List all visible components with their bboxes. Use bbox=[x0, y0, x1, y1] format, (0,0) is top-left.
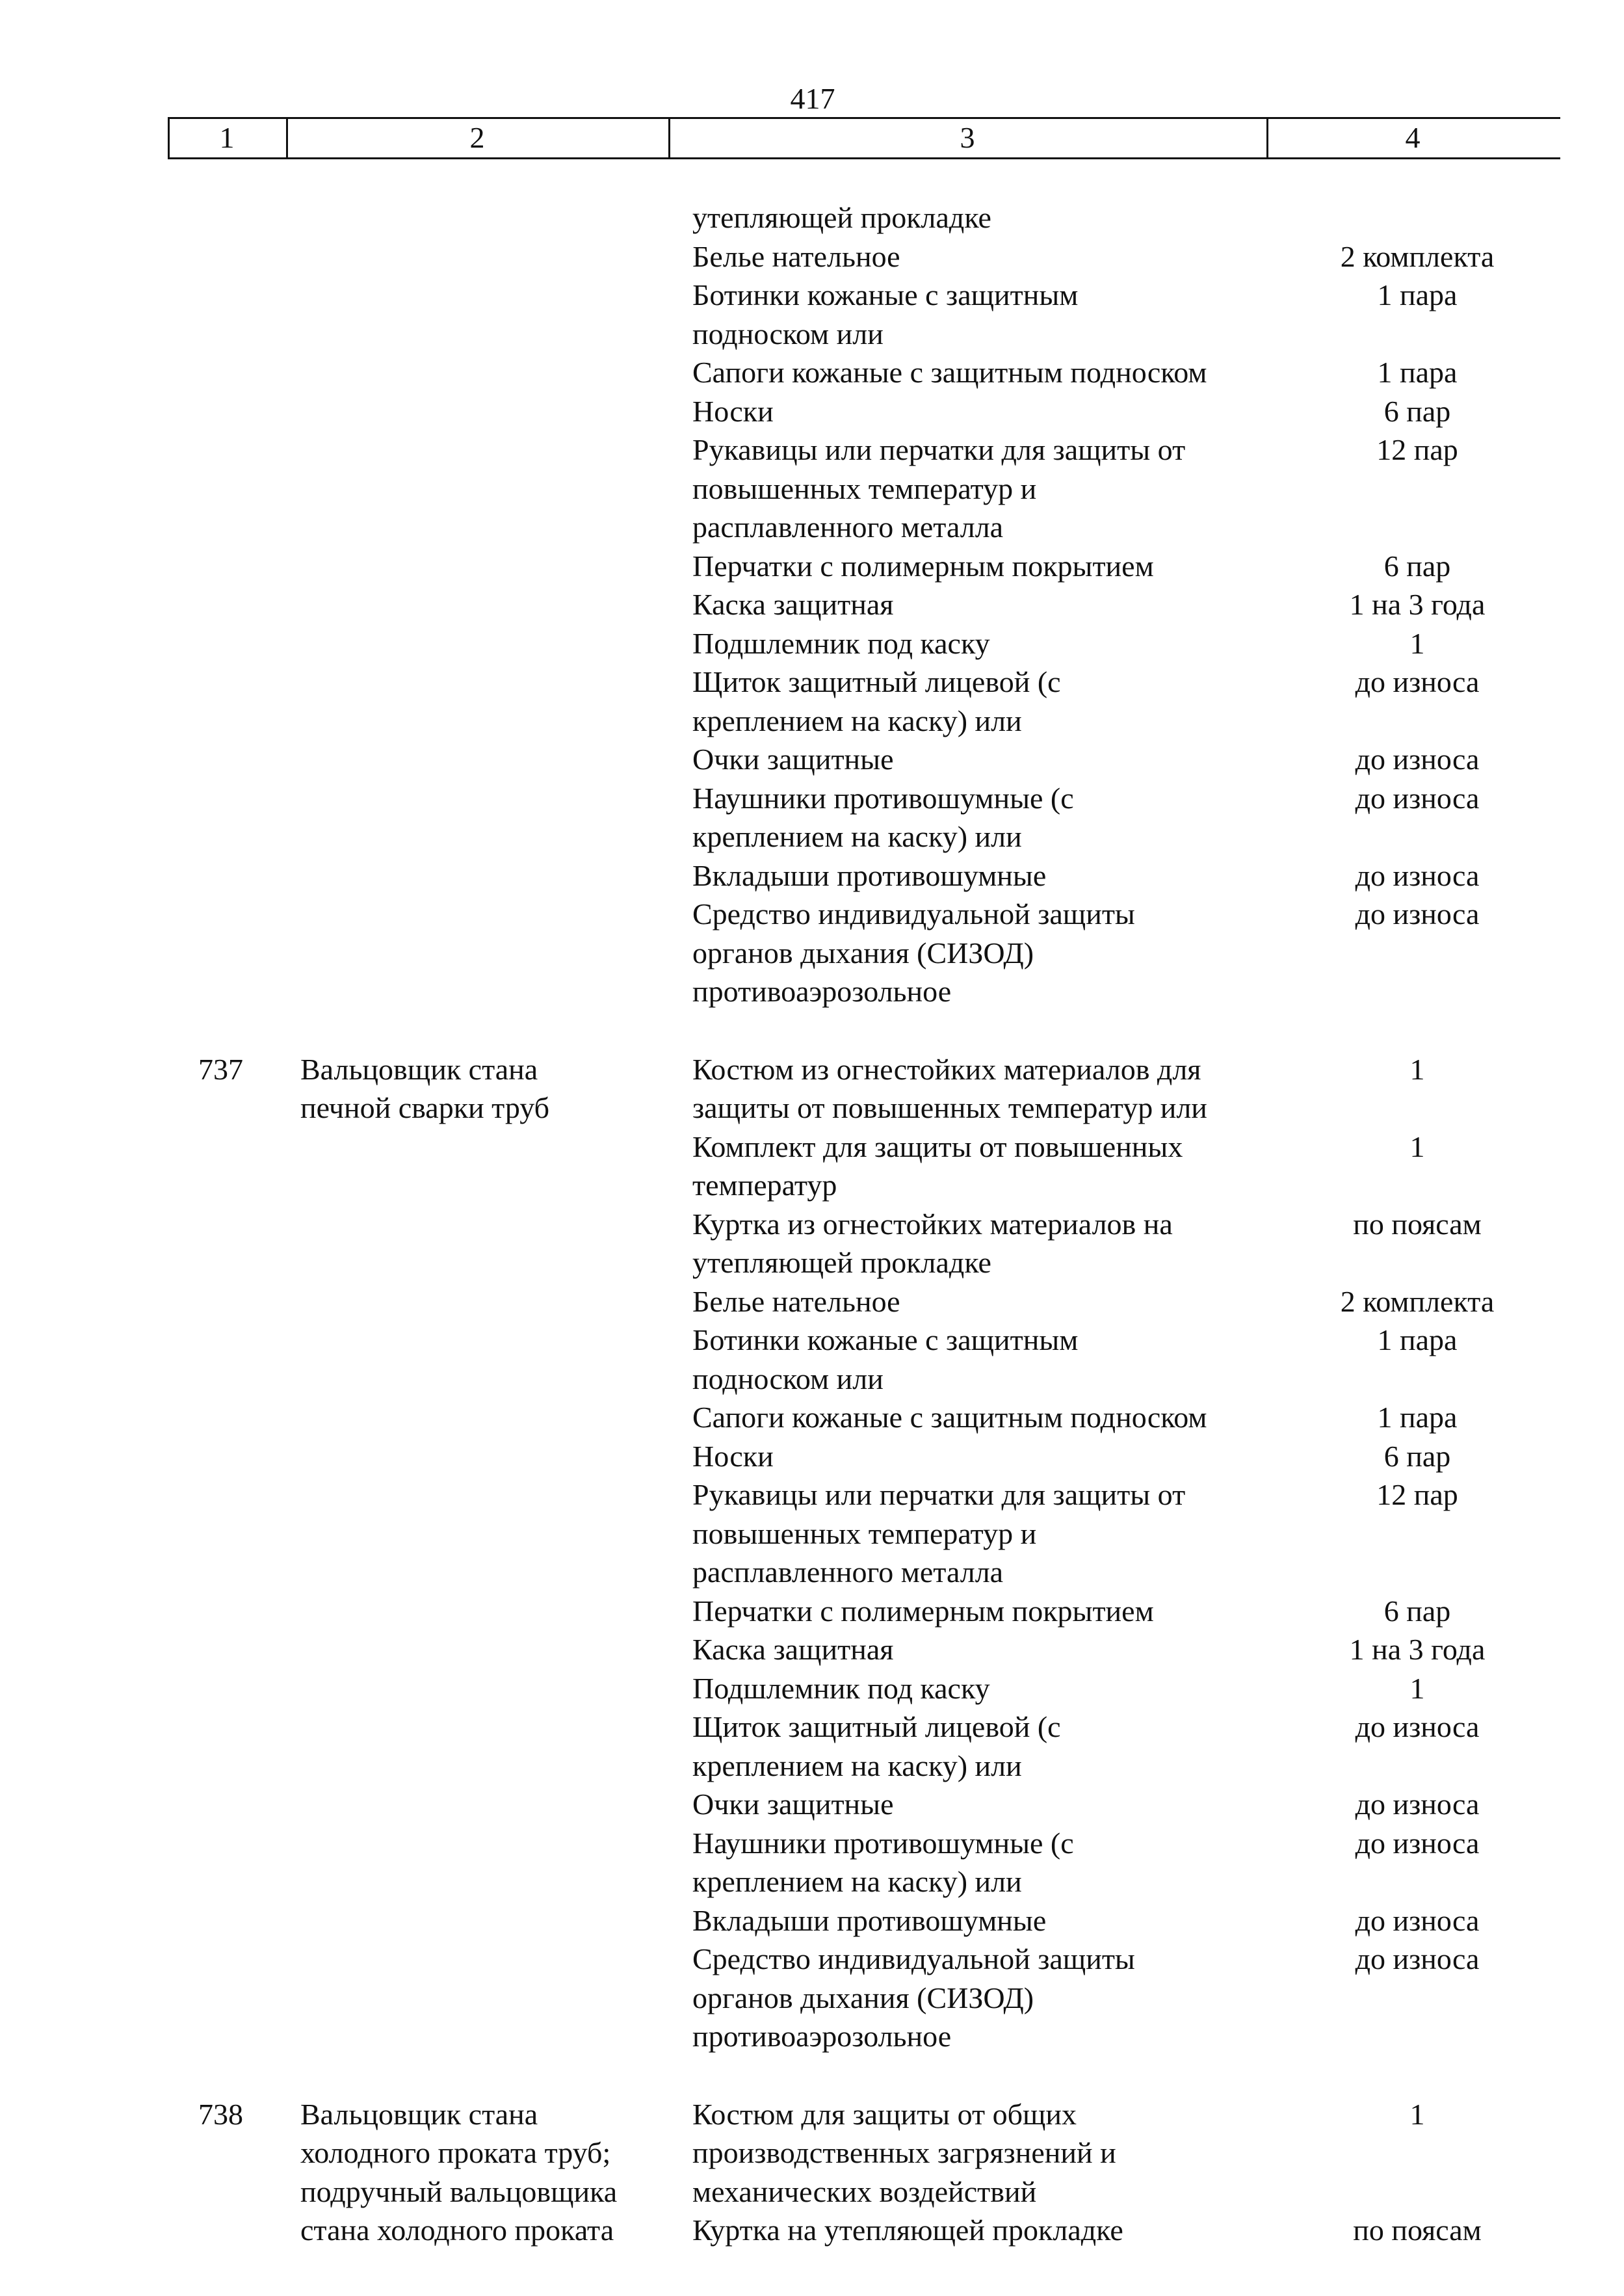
issue-norm: до износа bbox=[1355, 1826, 1480, 1860]
ppe-item: органов дыхания (СИЗОД) bbox=[692, 1981, 1034, 2014]
table-line bbox=[0, 1282, 1624, 1321]
table-line bbox=[0, 1553, 1624, 1592]
ppe-item: Наушники противошумные (с bbox=[692, 781, 1074, 815]
issue-norm: 1 пара bbox=[1377, 278, 1458, 311]
ppe-item: Перчатки с полимерным покрытием bbox=[692, 1594, 1154, 1628]
ppe-item: Средство индивидуальной защиты bbox=[692, 897, 1135, 930]
ppe-item: защиты от повышенных температур или bbox=[692, 1091, 1207, 1124]
row-number: 738 bbox=[198, 2097, 243, 2131]
header-bottom-rule bbox=[168, 157, 1560, 159]
issue-norm: по поясам bbox=[1353, 1207, 1482, 1241]
ppe-item: противоаэрозольное bbox=[692, 2020, 952, 2053]
issue-norm: до износа bbox=[1355, 1942, 1480, 1975]
table-line bbox=[0, 2211, 1624, 2250]
ppe-item: механических воздействий bbox=[692, 2174, 1037, 2208]
ppe-item: органов дыхания (СИЗОД) bbox=[692, 936, 1034, 970]
ppe-item: Белье нательное bbox=[692, 239, 900, 273]
ppe-item: Подшлемник под каску bbox=[692, 626, 990, 660]
table-line bbox=[0, 1708, 1624, 1747]
ppe-item: Куртка на утепляющей прокладке bbox=[692, 2213, 1123, 2247]
table-line bbox=[0, 1630, 1624, 1669]
ppe-item: Средство индивидуальной защиты bbox=[692, 1942, 1135, 1975]
issue-norm: до износа bbox=[1355, 897, 1480, 930]
table-line bbox=[0, 1205, 1624, 1244]
ppe-item: подноском или bbox=[692, 317, 884, 350]
ppe-item: Комплект для защиты от повышенных bbox=[692, 1129, 1183, 1163]
issue-norm: 1 пара bbox=[1377, 1401, 1458, 1434]
row-number: 737 bbox=[198, 1052, 243, 1086]
issue-norm: 6 пар bbox=[1383, 549, 1451, 583]
table-line bbox=[0, 972, 1624, 1011]
ppe-item: Перчатки с полимерным покрытием bbox=[692, 549, 1154, 583]
issue-norm: 12 пар bbox=[1376, 433, 1458, 466]
issue-norm: 12 пар bbox=[1376, 1478, 1458, 1511]
issue-norm: по поясам bbox=[1353, 2213, 1482, 2247]
table-line bbox=[0, 315, 1624, 354]
ppe-item: Сапоги кожаные с защитным подноском bbox=[692, 356, 1207, 389]
issue-norm: до износа bbox=[1355, 665, 1480, 698]
table-line bbox=[0, 1166, 1624, 1205]
table-group bbox=[0, 2095, 1624, 2250]
header-top-rule bbox=[168, 117, 1560, 119]
table-line bbox=[0, 817, 1624, 856]
ppe-item: Ботинки кожаные с защитным bbox=[692, 278, 1079, 311]
profession-name: холодного проката труб; bbox=[300, 2136, 611, 2169]
table-line bbox=[0, 1824, 1624, 1863]
table-line bbox=[0, 1321, 1624, 1360]
profession-name: Вальцовщик стана bbox=[300, 1052, 538, 1086]
table-line bbox=[0, 547, 1624, 586]
table-line bbox=[0, 702, 1624, 741]
table-line bbox=[0, 624, 1624, 663]
ppe-item: Наушники противошумные (с bbox=[692, 1826, 1074, 1860]
ppe-item: креплением на каску) или bbox=[692, 1865, 1022, 1898]
ppe-item: Ботинки кожаные с защитным bbox=[692, 1323, 1079, 1356]
ppe-item: производственных загрязнений и bbox=[692, 2136, 1116, 2169]
issue-norm: до износа bbox=[1355, 781, 1480, 815]
table-line bbox=[0, 1901, 1624, 1940]
table-line bbox=[0, 1862, 1624, 1901]
profession-name: стана холодного проката bbox=[300, 2213, 614, 2247]
profession-name: Вальцовщик стана bbox=[300, 2097, 538, 2131]
issue-norm: 2 комплекта bbox=[1340, 239, 1495, 273]
table-group bbox=[0, 1050, 1624, 2056]
ppe-item: повышенных температур и bbox=[692, 1516, 1037, 1550]
ppe-item: Каска защитная bbox=[692, 588, 894, 621]
table-line bbox=[0, 2133, 1624, 2172]
table-line bbox=[0, 895, 1624, 934]
table-line bbox=[0, 1669, 1624, 1708]
table-line bbox=[0, 430, 1624, 469]
table-line bbox=[0, 1592, 1624, 1631]
table-line bbox=[0, 1398, 1624, 1437]
ppe-item: подноском или bbox=[692, 1362, 884, 1395]
issue-norm: до износа bbox=[1355, 1788, 1480, 1821]
table-line bbox=[0, 508, 1624, 547]
issue-norm: 1 на 3 года bbox=[1349, 1633, 1486, 1666]
table-body bbox=[0, 198, 1624, 2250]
table-line bbox=[0, 1979, 1624, 2018]
profession-name: подручный вальцовщика bbox=[300, 2174, 618, 2208]
ppe-item: Костюм из огнестойких материалов для bbox=[692, 1052, 1201, 1086]
page-number: 417 bbox=[790, 82, 835, 115]
issue-norm: 6 пар bbox=[1383, 1594, 1451, 1628]
issue-norm: 1 bbox=[1409, 1671, 1425, 1705]
ppe-item: утепляющей прокладке bbox=[692, 201, 991, 234]
table-line bbox=[0, 1128, 1624, 1167]
column-header-2: 2 bbox=[469, 121, 485, 154]
table-line bbox=[0, 198, 1624, 237]
table-line bbox=[0, 1360, 1624, 1399]
table-line bbox=[0, 740, 1624, 779]
issue-norm: 1 пара bbox=[1377, 1323, 1458, 1356]
ppe-item: Носки bbox=[692, 394, 774, 428]
profession-name: печной сварки труб bbox=[300, 1091, 550, 1124]
ppe-item: креплением на каску) или bbox=[692, 1748, 1022, 1782]
table-line bbox=[0, 934, 1624, 973]
issue-norm: до износа bbox=[1355, 1710, 1480, 1743]
ppe-item: Щиток защитный лицевой (с bbox=[692, 1710, 1061, 1743]
issue-norm: 6 пар bbox=[1383, 1439, 1451, 1473]
issue-norm: 1 bbox=[1409, 626, 1425, 660]
ppe-item: противоаэрозольное bbox=[692, 975, 952, 1008]
column-header-4: 4 bbox=[1405, 121, 1421, 154]
issue-norm: до износа bbox=[1355, 743, 1480, 776]
issue-norm: 1 bbox=[1409, 1052, 1425, 1086]
table-line bbox=[0, 469, 1624, 508]
table-line bbox=[0, 1243, 1624, 1282]
ppe-item: Щиток защитный лицевой (с bbox=[692, 665, 1061, 698]
ppe-item: Носки bbox=[692, 1439, 774, 1473]
issue-norm: 1 bbox=[1409, 1129, 1425, 1163]
table-line bbox=[0, 856, 1624, 895]
table-line bbox=[0, 779, 1624, 818]
ppe-item: Подшлемник под каску bbox=[692, 1671, 990, 1705]
table-group bbox=[0, 198, 1624, 1011]
ppe-item: Куртка из огнестойких материалов на bbox=[692, 1207, 1173, 1241]
table-line bbox=[0, 585, 1624, 624]
ppe-item: креплением на каску) или bbox=[692, 704, 1022, 737]
table-line bbox=[0, 353, 1624, 392]
issue-norm: 1 на 3 года bbox=[1349, 588, 1486, 621]
column-header-row bbox=[168, 117, 1560, 159]
ppe-item: Очки защитные bbox=[692, 1788, 894, 1821]
ppe-item: Белье нательное bbox=[692, 1284, 900, 1318]
issue-norm: 6 пар bbox=[1383, 394, 1451, 428]
ppe-item: Рукавицы или перчатки для защиты от bbox=[692, 1478, 1186, 1511]
column-header-1: 1 bbox=[219, 121, 235, 154]
issue-norm: до износа bbox=[1355, 1903, 1480, 1937]
ppe-item: Очки защитные bbox=[692, 743, 894, 776]
issue-norm: до износа bbox=[1355, 858, 1480, 892]
table-line bbox=[0, 1785, 1624, 1824]
table-line bbox=[0, 276, 1624, 315]
ppe-item: Вкладыши противошумные bbox=[692, 1903, 1047, 1937]
table-line bbox=[0, 1747, 1624, 1786]
table-line bbox=[0, 392, 1624, 431]
issue-norm: 1 пара bbox=[1377, 356, 1458, 389]
table-line bbox=[0, 1050, 1624, 1089]
ppe-item: повышенных температур и bbox=[692, 471, 1037, 505]
table-line bbox=[0, 2172, 1624, 2211]
table-line bbox=[0, 1940, 1624, 1979]
ppe-item: Сапоги кожаные с защитным подноском bbox=[692, 1401, 1207, 1434]
table-line bbox=[0, 663, 1624, 702]
issue-norm: 2 комплекта bbox=[1340, 1284, 1495, 1318]
table-line bbox=[0, 1475, 1624, 1514]
table-line bbox=[0, 237, 1624, 276]
table-line bbox=[0, 2017, 1624, 2056]
table-line bbox=[0, 1437, 1624, 1476]
ppe-item: расплавленного металла bbox=[692, 1555, 1004, 1589]
ppe-item: Вкладыши противошумные bbox=[692, 858, 1047, 892]
ppe-item: креплением на каску) или bbox=[692, 820, 1022, 853]
ppe-item: температур bbox=[692, 1168, 837, 1202]
table-line bbox=[0, 1089, 1624, 1128]
column-header-3: 3 bbox=[960, 121, 975, 154]
issue-norm: 1 bbox=[1409, 2097, 1425, 2131]
ppe-item: Костюм для защиты от общих bbox=[692, 2097, 1077, 2131]
table-line bbox=[0, 1514, 1624, 1553]
ppe-item: утепляющей прокладке bbox=[692, 1246, 991, 1279]
ppe-item: Каска защитная bbox=[692, 1633, 894, 1666]
ppe-item: расплавленного металла bbox=[692, 510, 1004, 544]
table-line bbox=[0, 2095, 1624, 2134]
ppe-item: Рукавицы или перчатки для защиты от bbox=[692, 433, 1186, 466]
